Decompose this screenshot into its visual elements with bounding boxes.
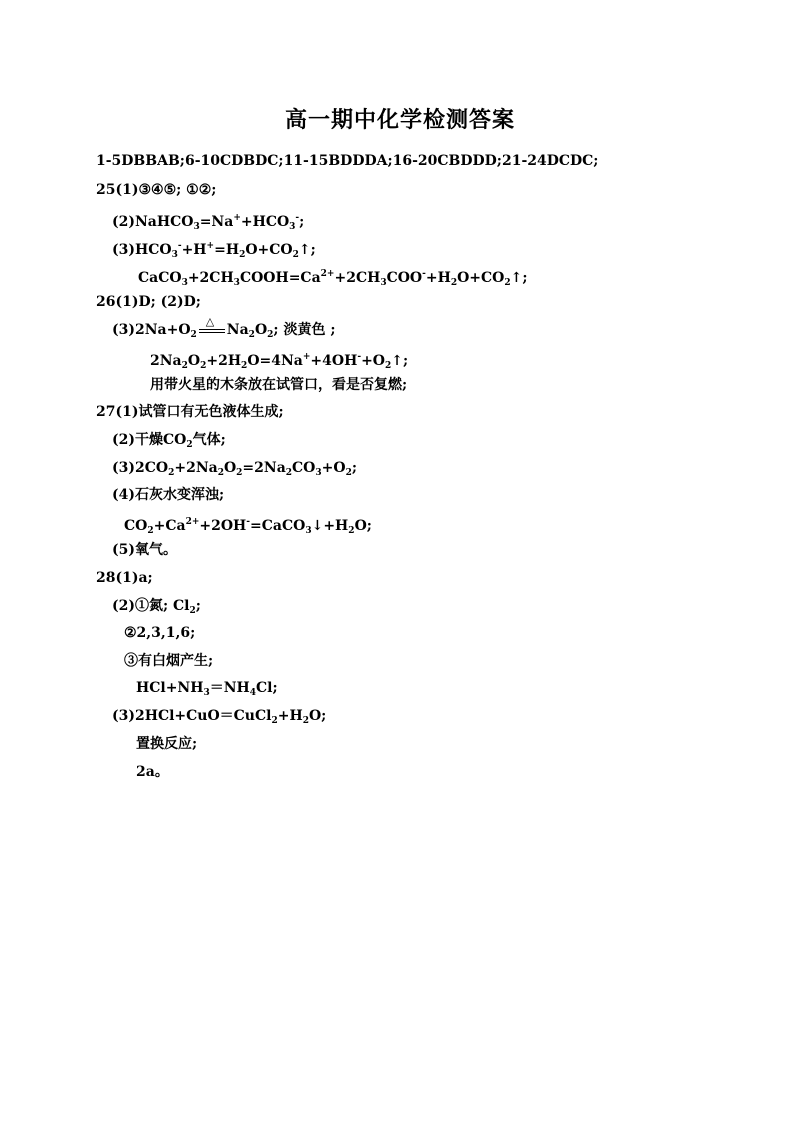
q25-line-3: $(3)HCO_3^-+H^+=H_2O+CO_2↑$; xyxy=(112,241,316,260)
q27-line-4: (4)石灰水变浑浊; xyxy=(112,487,225,503)
q25-line-1: 25(1)③④⑤; ①②; xyxy=(96,182,217,198)
q27-line-2: (2)干燥$CO_2$气体; xyxy=(112,432,226,450)
q28-line-7: 置换反应; xyxy=(136,736,198,752)
mc-answers: 1-5DBBAB;6-10CDBDC;11-15BDDDA;16-20CBDDD;21-24DCDC; xyxy=(96,153,599,169)
q26-line-4: 用带火星的木条放在试管口，看是否复燃; xyxy=(150,377,408,393)
q28-line-2: (2)①氮; $Cl_2$; xyxy=(112,598,201,616)
q27-line-1: 27(1)试管口有无色液体生成; xyxy=(96,404,284,420)
q27-line-6: (5)氧气。 xyxy=(112,542,177,558)
q28-line-8: 2a。 xyxy=(136,764,169,780)
heating-condition-sign: △ xyxy=(197,320,227,336)
q26-line-1: 26(1)D; (2)D; xyxy=(96,294,201,310)
q27-line-3: $(3)2CO_2+2Na_2O_2=2Na_2CO_3+O_2$; xyxy=(112,460,358,478)
q28-line-6: $(3)2HCl+CuO=CuCl_2+H_2O$; xyxy=(112,708,327,726)
q26-line-3: $2Na_2O_2+2H_2O=4Na^++4OH^-+O_2↑$; xyxy=(150,352,409,371)
q27-line-5: $CO_2+Ca^{2+}+2OH^-=CaCO_3↓+H_2O$; xyxy=(124,517,372,536)
q28-line-4: ③有白烟产生; xyxy=(124,653,214,669)
q25-line-4: $CaCO_3+2CH_3COOH=Ca^{2+}+2CH_3COO^-+H_2O+CO_2↑$; xyxy=(138,269,528,288)
q28-line-3: ②2,3,1,6; xyxy=(124,625,196,641)
page-title: 高一期中化学检测答案 xyxy=(284,107,515,133)
q28-line-5: $HCl+NH_3=NH_4Cl$; xyxy=(136,680,278,698)
q28-line-1: 28(1)a; xyxy=(96,570,153,586)
q26-line-2: $(3)2Na+O_2$ △ $Na_2O_2$; 淡黄色 ; xyxy=(112,315,336,340)
q25-line-2: $(2)NaHCO_3=Na^++HCO_3^-$; xyxy=(112,213,305,232)
